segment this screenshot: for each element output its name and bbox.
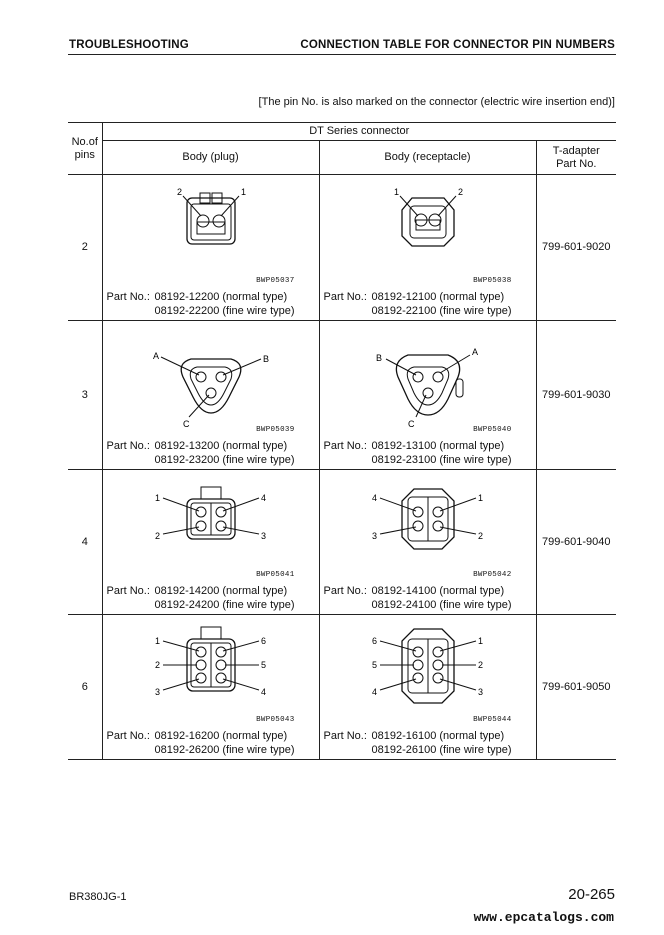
pin-label: 6 <box>371 636 377 647</box>
part-number: 08192-24100 (fine wire type) <box>371 598 512 611</box>
pin-label: 3 <box>154 687 160 698</box>
pin-label: 5 <box>371 660 377 671</box>
part-number: 08192-12100 (normal type) <box>371 290 505 303</box>
pin-label: A <box>152 351 159 362</box>
pin-label: 4 <box>260 492 266 503</box>
part-label: Part No.: <box>106 440 150 452</box>
plug-figure-cell <box>102 175 319 289</box>
pin-label: 1 <box>393 186 399 197</box>
part-label: Part No.: <box>323 290 367 303</box>
pins-count: 4 <box>68 470 102 615</box>
plug-connector-4pin-diagram <box>103 471 319 582</box>
receptacle-figure-cell <box>319 320 536 438</box>
table-row <box>68 614 616 728</box>
part-number: 08192-16100 (normal type) <box>371 730 505 742</box>
receptacle-figure-cell <box>319 470 536 583</box>
plug-connector-6pin-diagram <box>103 615 319 727</box>
plug-part-numbers <box>102 728 319 760</box>
col-header-tadapter <box>536 141 616 175</box>
pin-label: 2 <box>477 530 483 541</box>
pin-label: 2 <box>457 186 463 197</box>
pin-label: 2 <box>154 530 160 541</box>
pin-label: 1 <box>154 492 160 503</box>
pins-count: 3 <box>68 320 102 470</box>
part-number: 08192-16200 (normal type) <box>154 730 288 742</box>
pin-label: 1 <box>154 636 160 647</box>
receptacle-figure-cell <box>319 614 536 728</box>
page-number: 20-265 <box>568 886 615 903</box>
part-label: Part No.: <box>323 584 367 597</box>
plug-part-numbers <box>102 438 319 470</box>
tadapter-part-no: 799-601-9020 <box>536 175 616 321</box>
pin-label: 4 <box>371 492 377 503</box>
connector-table <box>68 122 616 760</box>
receptacle-connector-6pin-diagram <box>320 615 536 727</box>
col-header-pins <box>68 123 102 175</box>
plug-connector-2pin-diagram <box>103 176 319 288</box>
figure-code: BWP05044 <box>473 716 512 724</box>
figure-code: BWP05038 <box>473 276 512 285</box>
receptacle-figure-cell <box>319 175 536 289</box>
receptacle-part-numbers <box>319 289 536 321</box>
part-number: 08192-23200 (fine wire type) <box>154 454 295 466</box>
receptacle-part-numbers <box>319 728 536 760</box>
pin-note: [The pin No. is also marked on the connector (electric wire insertion end)] <box>258 96 615 108</box>
pin-label: C <box>182 419 189 430</box>
receptacle-part-numbers <box>319 583 536 615</box>
pin-label: 2 <box>477 660 483 671</box>
part-number: 08192-26200 (fine wire type) <box>154 744 295 756</box>
part-label: Part No.: <box>106 584 150 597</box>
plug-figure-cell <box>102 470 319 583</box>
table-row <box>68 470 616 583</box>
plug-part-numbers <box>102 583 319 615</box>
plug-figure-cell <box>102 614 319 728</box>
pin-label: 4 <box>260 687 266 698</box>
pin-label: B <box>375 353 382 364</box>
figure-code: BWP05043 <box>256 716 295 724</box>
receptacle-part-numbers <box>319 438 536 470</box>
pin-label: 6 <box>260 636 266 647</box>
tadapter-part-no: 799-601-9030 <box>536 320 616 470</box>
part-label: Part No.: <box>106 290 150 303</box>
table-row <box>68 320 616 438</box>
header-rule <box>68 54 616 55</box>
receptacle-connector-4pin-diagram <box>320 471 536 582</box>
part-label: Part No.: <box>323 440 367 452</box>
part-number: 08192-26100 (fine wire type) <box>371 744 512 756</box>
part-number: 08192-23100 (fine wire type) <box>371 454 512 466</box>
part-number: 08192-24200 (fine wire type) <box>154 598 295 611</box>
section-title: TROUBLESHOOTING <box>69 39 189 51</box>
model-number: BR380JG-1 <box>69 891 127 903</box>
pin-label: 3 <box>371 530 377 541</box>
pin-label: 3 <box>260 530 266 541</box>
pin-label: 2 <box>154 660 160 671</box>
pin-label: A <box>471 347 478 358</box>
pin-label: 4 <box>371 687 377 698</box>
plug-connector-3pin-diagram <box>103 321 319 437</box>
figure-code: BWP05037 <box>256 276 295 285</box>
part-number: 08192-13200 (normal type) <box>154 440 288 452</box>
col-header-receptacle: Body (receptacle) <box>319 141 536 175</box>
part-label: Part No.: <box>323 730 367 742</box>
pin-label: 2 <box>176 186 182 197</box>
part-number: 08192-14200 (normal type) <box>154 584 288 597</box>
page-title: CONNECTION TABLE FOR CONNECTOR PIN NUMBERS <box>300 39 615 51</box>
part-label: Part No.: <box>106 730 150 742</box>
pin-label: 1 <box>477 636 483 647</box>
col-header-tadapter-text: T-adapter Part No. <box>552 144 600 170</box>
part-number: 08192-13100 (normal type) <box>371 440 505 452</box>
tadapter-part-no: 799-601-9050 <box>536 614 616 760</box>
table-row <box>68 175 616 289</box>
pin-label: 1 <box>477 492 483 503</box>
figure-code: BWP05041 <box>256 570 295 579</box>
pin-label: 1 <box>240 186 246 197</box>
plug-part-numbers <box>102 289 319 321</box>
pin-label: 5 <box>260 660 266 671</box>
figure-code: BWP05040 <box>473 426 512 434</box>
pins-count: 2 <box>68 175 102 321</box>
plug-figure-cell <box>102 320 319 438</box>
figure-code: BWP05039 <box>256 426 295 434</box>
pin-label: C <box>407 419 414 430</box>
receptacle-connector-2pin-diagram <box>320 176 536 288</box>
part-number: 08192-22100 (fine wire type) <box>371 304 512 317</box>
figure-code: BWP05042 <box>473 570 512 579</box>
col-header-pins-text: No.of pins <box>71 135 98 161</box>
pin-label: B <box>262 354 269 365</box>
receptacle-connector-3pin-diagram <box>320 321 536 437</box>
col-header-dt-series: DT Series connector <box>102 123 616 141</box>
tadapter-part-no: 799-601-9040 <box>536 470 616 615</box>
pins-count: 6 <box>68 614 102 760</box>
part-number: 08192-12200 (normal type) <box>154 290 288 303</box>
col-header-plug: Body (plug) <box>102 141 319 175</box>
pin-label: 3 <box>477 687 483 698</box>
watermark-link[interactable]: www.epcatalogs.com <box>473 910 614 925</box>
part-number: 08192-14100 (normal type) <box>371 584 505 597</box>
part-number: 08192-22200 (fine wire type) <box>154 304 295 317</box>
